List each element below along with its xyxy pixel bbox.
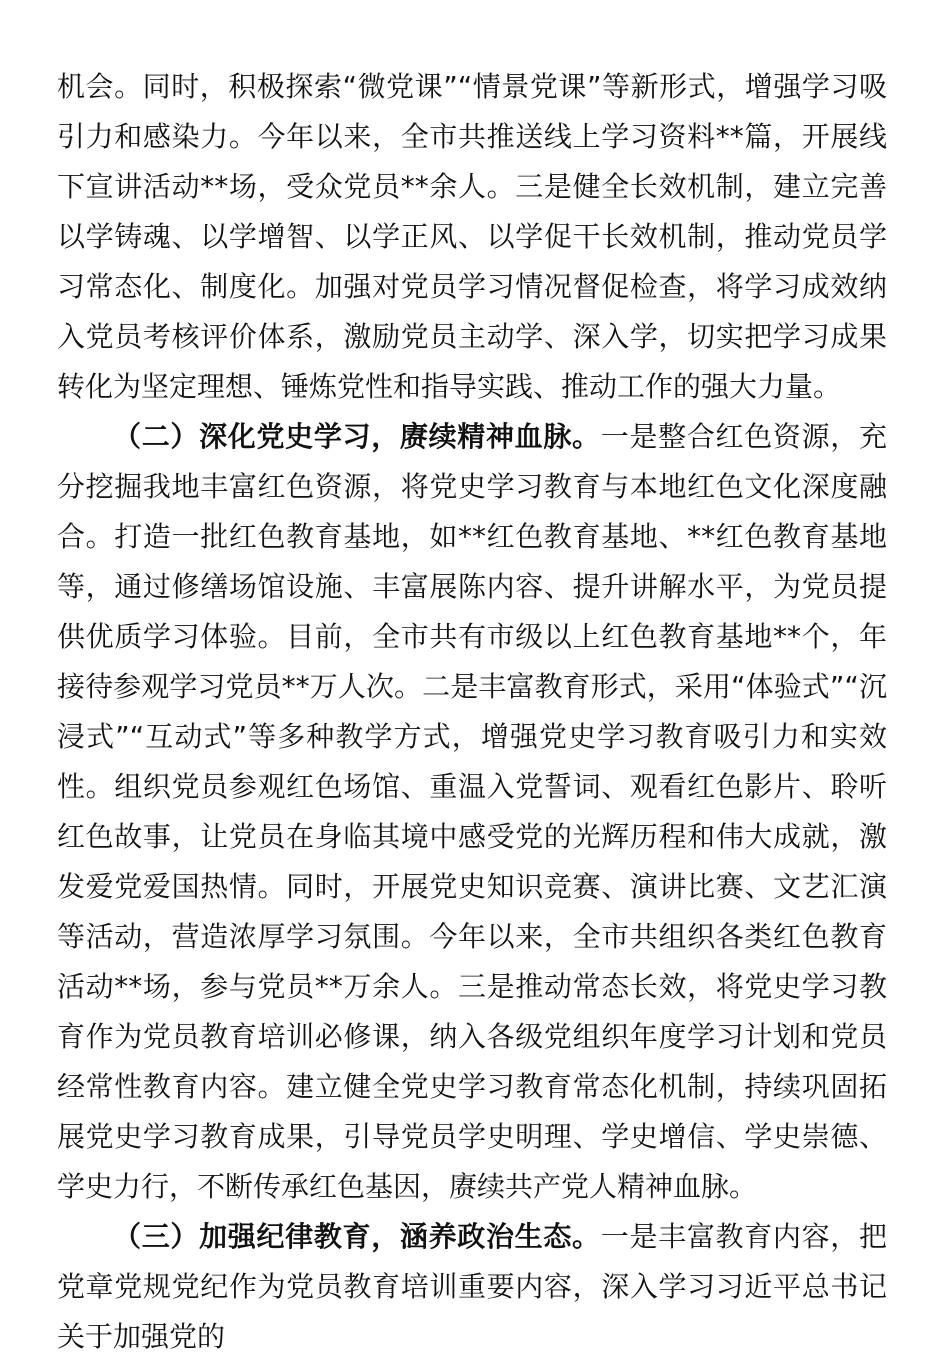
paragraph-section-2 bbox=[57, 412, 887, 1212]
paragraph-text: 一是丰富教育内容，把党章党规党纪作为党员教育培训重要内容，深入学习习近平总书记关于加强党的 bbox=[57, 1220, 887, 1353]
paragraph-text: 一是整合红色资源，充分挖掘我地丰富红色资源，将党史学习教育与本地红色文化深度融合。打造一批红色教育基地，如**红色教育基地、**红色教育基地等，通过修缮场馆设施、丰富展陈内容、提升讲解水平，为党员提供优质学习体验。目前，全市共有市级以上红色教育基地**个，年接待参观学习党员**万人次。二是丰富教育形式，采用“体验式”“沉浸式”“互动式”等多种教学方式，增强党史学习教育吸引力和实效性。组织党员参观红色场馆、重温入党誓词、观看红色影片、聆听红色故事，让党员在身临其境中感受党的光辉历程和伟大成就，激发爱党爱国热情。同时，开展党史知识竞赛、演讲比赛、文艺汇演等活动，营造浓厚学习氛围。今年以来，全市共组织各类红色教育活动**场，参与党员**万余人。三是推动常态长效，将党史学习教育作为党员教育培训必修课，纳入各级党组织年度学习计划和党员经常性教育内容。建立健全党史学习教育常态化机制，持续巩固拓展党史学习教育成果，引导党员学史明理、学史增信、学史崇德、学史力行，不断传承红色基因，赓续共产党人精神血脉。 bbox=[57, 420, 887, 1203]
section-heading: （三）加强纪律教育，涵养政治生态。 bbox=[113, 1220, 601, 1253]
paragraph-text: 机会。同时，积极探索“微党课”“情景党课”等新形式，增强学习吸引力和感染力。今年以来，全市共推送线上学习资料**篇，开展线下宣讲活动**场，受众党员**余人。三是健全长效机制，建立完善以学铸魂、以学增智、以学正风、以学促干长效机制，推动党员学习常态化、制度化。加强对党员学习情况督促检查，将学习成效纳入党员考核评价体系，激励党员主动学、深入学，切实把学习成果转化为坚定理想、锤炼党性和指导实践、推动工作的强大力量。 bbox=[57, 70, 887, 403]
paragraph-continuation bbox=[57, 62, 887, 412]
paragraph-section-3 bbox=[57, 1212, 887, 1362]
section-heading: （二）深化党史学习，赓续精神血脉。 bbox=[113, 420, 601, 453]
document-body bbox=[57, 62, 887, 1362]
